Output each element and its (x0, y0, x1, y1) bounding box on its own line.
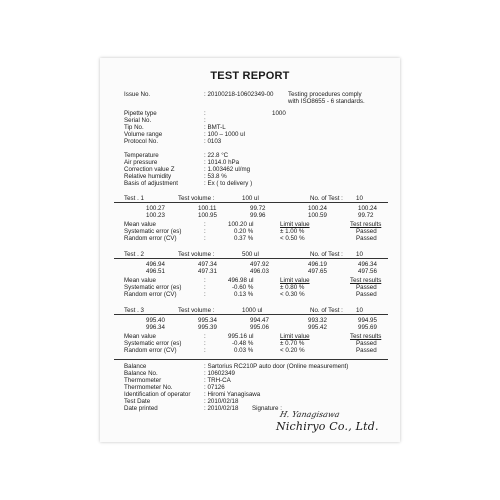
measurement-cell: 99.72 (250, 205, 266, 212)
test-count: 10 (356, 195, 363, 202)
systematic-result: Passed (356, 284, 377, 291)
company-stamp: Nichiryo Co., Ltd. (276, 420, 379, 433)
mean-label: Mean value (124, 277, 156, 284)
test-count: 10 (356, 251, 363, 258)
measurement-cell: 995.40 (146, 317, 165, 324)
thermometer-value: : TRH-CA (204, 377, 231, 384)
mean-label: Mean value (124, 221, 156, 228)
measurement-cell: 994.47 (250, 317, 269, 324)
mean-value: 100.20 ul (228, 221, 254, 228)
volume-range-value: : 100 – 1000 ul (204, 131, 245, 138)
pipette-type-extra: 1000 (272, 110, 286, 117)
balance-value: : Sartorius RC210P auto door (Online measurement) (204, 363, 349, 370)
measurement-cell: 497.56 (358, 268, 377, 275)
test-date-value: : 2010/02/18 (204, 398, 239, 405)
systematic-limit: ± 1.00 % (280, 228, 305, 235)
result-heading: Test results (350, 221, 382, 228)
signature-label: Signature : (252, 405, 282, 412)
measurement-cell: 100.11 (198, 205, 217, 212)
test-volume: 100 ul (242, 195, 259, 202)
systematic-error-label: Systematic error (es) (124, 340, 182, 347)
random-limit: < 0.50 % (280, 235, 305, 242)
measurement-cell: 99.96 (250, 212, 266, 219)
tip-no-value: : BMT-L (204, 124, 226, 131)
test-date-label: Test Date (124, 398, 151, 405)
random-colon: : (204, 291, 206, 298)
temperature-value: : 22.8 °C (204, 152, 229, 159)
mean-colon: : (204, 221, 206, 228)
measurement-cell: 496.19 (308, 261, 327, 268)
air-pressure-value: : 1014.0 hPa (204, 159, 240, 166)
divider (114, 314, 388, 315)
thermometer-label: Thermometer (124, 377, 162, 384)
measurement-cell: 496.94 (146, 261, 165, 268)
measurement-cell: 100.23 (146, 212, 165, 219)
test-volume: 1000 ul (242, 307, 263, 314)
measurement-cell: 496.51 (146, 268, 165, 275)
test-count-label: No. of Test : (310, 307, 343, 314)
serial-no-label: Serial No. (124, 117, 152, 124)
random-limit: < 0.30 % (280, 291, 305, 298)
test-volume-label: Test volume : (178, 307, 215, 314)
systematic-result: Passed (356, 340, 377, 347)
divider (114, 202, 388, 203)
systematic-error-label: Systematic error (es) (124, 284, 182, 291)
measurement-cell: 496.03 (250, 268, 269, 275)
result-heading: Test results (350, 277, 382, 284)
measurement-cell: 995.69 (358, 324, 377, 331)
random-limit: < 0.20 % (280, 347, 305, 354)
random-result: Passed (356, 235, 377, 242)
random-colon: : (204, 235, 206, 242)
test-name: Test . 3 (124, 307, 144, 314)
systematic-limit: ± 0.80 % (280, 284, 305, 291)
mean-value: 995.16 ul (228, 333, 254, 340)
systematic-colon: : (204, 340, 206, 347)
temperature-label: Temperature (124, 152, 159, 159)
pipette-type-value: : (204, 110, 206, 117)
measurement-cell: 497.92 (250, 261, 269, 268)
humidity-label: Relative humidity (124, 173, 172, 180)
test-name: Test . 1 (124, 195, 144, 202)
test-volume: 500 ul (242, 251, 259, 258)
balance-no-label: Balance No. (124, 370, 158, 377)
report-title: TEST REPORT (210, 70, 290, 82)
issue-label: Issue No. (124, 91, 151, 98)
adjustment-value: : Ex ( to delivery ) (204, 180, 253, 187)
systematic-result: Passed (356, 228, 377, 235)
measurement-cell: 995.34 (198, 317, 217, 324)
measurement-cell: 993.32 (308, 317, 327, 324)
procedure-note-line1: Testing procedures comply (288, 91, 362, 98)
measurement-cell: 995.39 (198, 324, 217, 331)
pipette-type-label: Pipette type (124, 110, 157, 117)
mean-colon: : (204, 277, 206, 284)
random-error-value: 0.37 % (234, 235, 254, 242)
systematic-error-label: Systematic error (es) (124, 228, 182, 235)
measurement-cell: 995.42 (308, 324, 327, 331)
measurement-cell: 995.06 (250, 324, 269, 331)
limit-heading: Limit value (280, 277, 310, 284)
measurement-cell: 994.95 (358, 317, 377, 324)
balance-label: Balance (124, 363, 147, 370)
systematic-limit: ± 0.70 % (280, 340, 305, 347)
handwritten-signature: H. Yanagisawa (279, 410, 341, 419)
thermometer-no-value: : 07126 (204, 384, 225, 391)
test-name: Test . 2 (124, 251, 144, 258)
measurement-cell: 996.34 (146, 324, 165, 331)
systematic-error-value: 0.20 % (234, 228, 254, 235)
operator-label: Identification of operator (124, 391, 191, 398)
test-count-label: No. of Test : (310, 251, 343, 258)
systematic-colon: : (204, 284, 206, 291)
measurement-cell: 497.31 (198, 268, 217, 275)
mean-colon: : (204, 333, 206, 340)
thermometer-no-label: Thermometer No. (124, 384, 173, 391)
humidity-value: : 53.8 % (204, 173, 227, 180)
measurement-cell: 100.24 (358, 205, 377, 212)
date-printed-value: : 2010/02/18 (204, 405, 239, 412)
random-error-label: Random error (CV) (124, 291, 177, 298)
random-error-label: Random error (CV) (124, 235, 177, 242)
divider (114, 258, 388, 259)
balance-no-value: : 10602349 (204, 370, 235, 377)
limit-heading: Limit value (280, 333, 310, 340)
systematic-error-value: -0.60 % (232, 284, 254, 291)
adjustment-label: Basis of adjustment (124, 180, 178, 187)
result-heading: Test results (350, 333, 382, 340)
measurement-cell: 497.34 (198, 261, 217, 268)
random-result: Passed (356, 347, 377, 354)
protocol-no-label: Protocol No. (124, 138, 159, 145)
test-volume-label: Test volume : (178, 251, 215, 258)
measurement-cell: 496.34 (358, 261, 377, 268)
protocol-no-value: : 0103 (204, 138, 222, 145)
procedure-note-line2: with ISO8655 - 6 standards. (288, 98, 365, 105)
random-error-value: 0.03 % (234, 347, 254, 354)
volume-range-label: Volume range (124, 131, 163, 138)
correction-label: Correction value Z (124, 166, 175, 173)
systematic-colon: : (204, 228, 206, 235)
mean-value: 496.98 ul (228, 277, 254, 284)
test-count: 10 (356, 307, 363, 314)
random-error-label: Random error (CV) (124, 347, 177, 354)
measurement-cell: 100.24 (308, 205, 327, 212)
issue-value: : 20100218-10602349-00 (204, 91, 274, 98)
tip-no-label: Tip No. (124, 124, 144, 131)
test-count-label: No. of Test : (310, 195, 343, 202)
measurement-cell: 497.65 (308, 268, 327, 275)
footer-divider (114, 359, 388, 360)
correction-value: : 1.003462 ul/mg (204, 166, 251, 173)
measurement-cell: 100.95 (198, 212, 217, 219)
air-pressure-label: Air pressure (124, 159, 158, 166)
random-error-value: 0.13 % (234, 291, 254, 298)
measurement-cell: 100.59 (308, 212, 327, 219)
random-result: Passed (356, 291, 377, 298)
limit-heading: Limit value (280, 221, 310, 228)
measurement-cell: 99.72 (358, 212, 374, 219)
serial-no-value: : (204, 117, 206, 124)
test-volume-label: Test volume : (178, 195, 215, 202)
operator-value: : Hiromi Yanagisawa (204, 391, 261, 398)
measurement-cell: 100.27 (146, 205, 165, 212)
random-colon: : (204, 347, 206, 354)
mean-label: Mean value (124, 333, 156, 340)
systematic-error-value: -0.48 % (232, 340, 254, 347)
date-printed-label: Date printed (124, 405, 158, 412)
report-sheet (100, 58, 400, 442)
